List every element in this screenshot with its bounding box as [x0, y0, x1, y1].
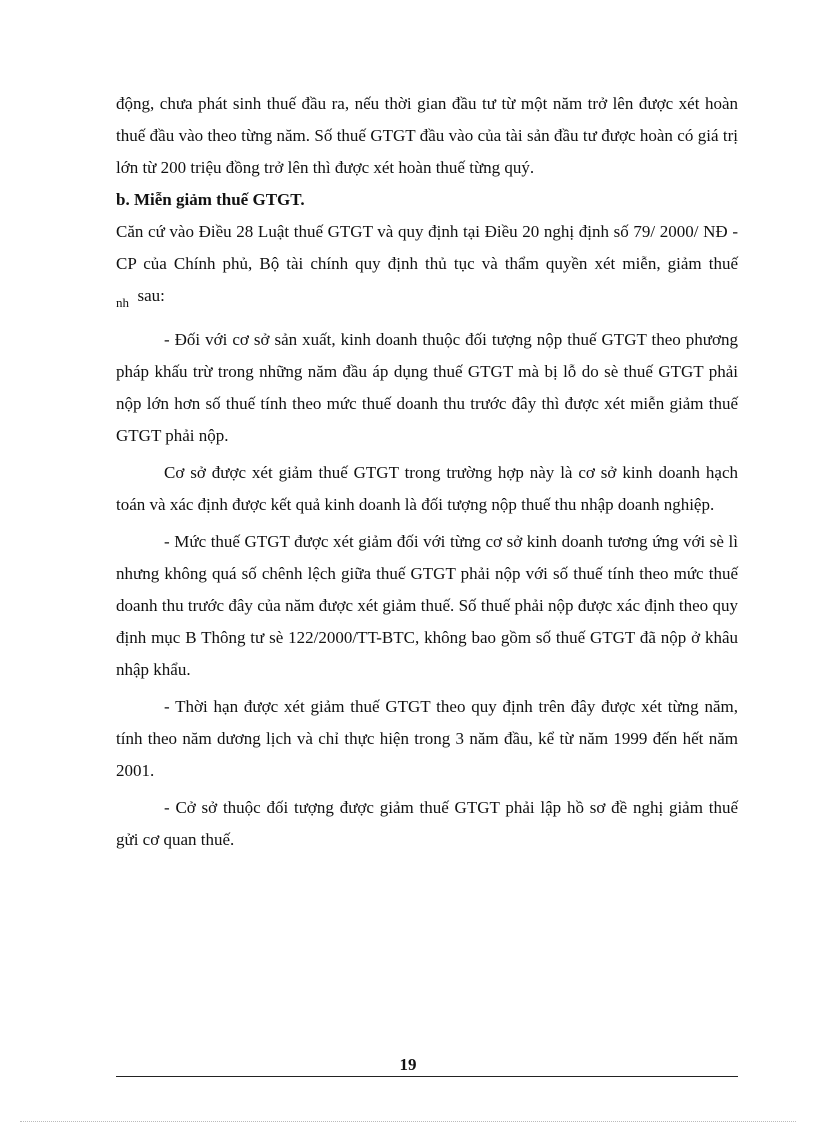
paragraph-legal-basis: [116, 216, 738, 319]
section-heading: b. Miễn giảm thuế GTGT.: [116, 190, 305, 209]
page-bottom-border: [20, 1121, 796, 1122]
paragraph-refund-continuation: động, chưa phát sinh thuế đầu ra, nếu thời gian đầu tư từ một năm trở lên được xét hoàn thuế đầu vào theo từng năm. Số thuế GTGT đầu vào của tài sản đầu tư được hoàn có giá trị lớn từ 200 triệu đồng trở lên thì được xét hoàn thuế từng quý.: [116, 94, 738, 177]
paragraph-reduction-amount: - Mức thuế GTGT được xét giảm đối với từng cơ sở kinh doanh tương ứng với sè lì nhưng không quá số chênh lệch giữa thuế GTGT phải nộp với số thuế tính theo mức thuế doanh thu trước đây của năm được xét giảm thuế. Số thuế phải nộp được xác định theo quy định mục B Thông tư sè 122/2000/TT-BTC, không bao gồm số thuế GTGT đã nộp ở khâu nhập khẩu.: [116, 532, 738, 679]
paragraph-deduction-method: - Đối với cơ sở sản xuất, kinh doanh thuộc đối tượng nộp thuế GTGT theo phương pháp khấu trừ trong những năm đầu áp dụng thuế GTGT mà bị lỗ do sè thuế GTGT phải nộp lớn hơn số thuế tính theo mức thuế doanh thu trước đây thì được xét miễn giảm thuế GTGT phải nộp.: [116, 330, 738, 445]
legal-basis-text: Căn cứ vào Điều 28 Luật thuế GTGT và quy định tại Điều 20 nghị định số 79/ 2000/ NĐ - CP của Chính phủ, Bộ tài chính quy định thủ tục và thẩm quyền xét miễn, giảm thuế: [116, 222, 738, 273]
footer-divider: [116, 1076, 738, 1077]
legal-basis-end: sau:: [137, 286, 165, 305]
page-body: [116, 88, 738, 856]
page-number: 19: [399, 1055, 417, 1074]
paragraph-reduction-period: - Thời hạn được xét giảm thuế GTGT theo quy định trên đây được xét từng năm, tính theo năm dương lịch và chỉ thực hiện trong 3 năm đầu, kể từ năm 1999 đến hết năm 2001.: [116, 697, 738, 780]
paragraph-eligible-entity: Cơ sở được xét giảm thuế GTGT trong trường hợp này là cơ sở kinh doanh hạch toán và xác định được kết quả kinh doanh là đối tượng nộp thuế thu nhập doanh nghiệp.: [116, 463, 738, 514]
legal-basis-subscript: nh: [116, 295, 129, 310]
paragraph-application: - Cở sở thuộc đối tượng được giảm thuế GTGT phải lập hồ sơ đề nghị giảm thuế gửi cơ quan thuế.: [116, 798, 738, 849]
